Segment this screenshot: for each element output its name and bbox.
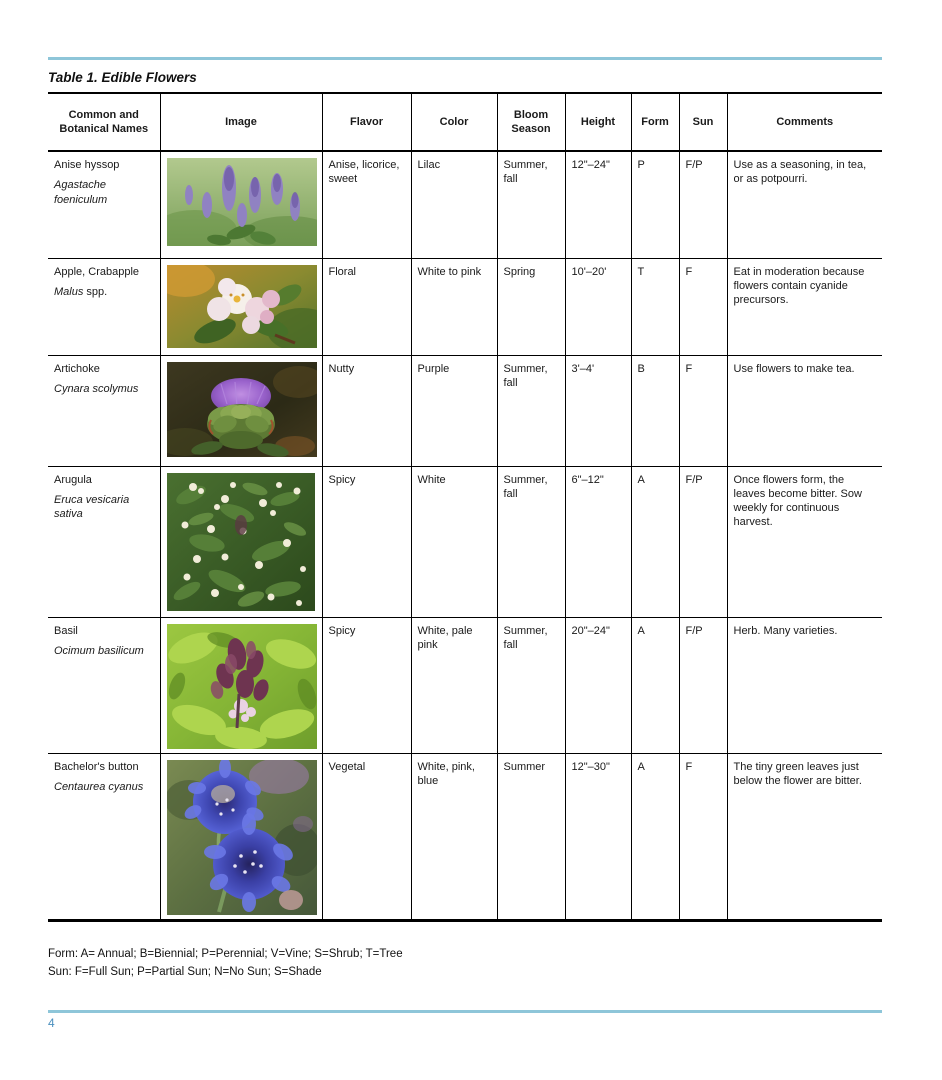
- botanical-name: [54, 644, 154, 658]
- common-name: Anise hyssop: [54, 159, 120, 171]
- cell-height: 12"–24": [565, 151, 631, 258]
- col-header-height: Height: [565, 93, 631, 151]
- flower-image-artichoke: [167, 362, 317, 457]
- cell-color: Lilac: [411, 151, 497, 258]
- col-header-names: Common and Botanical Names: [48, 93, 160, 151]
- cell-bloom-season: Summer, fall: [497, 355, 565, 466]
- cell-color: White, pink, blue: [411, 753, 497, 920]
- cell-flavor: Nutty: [322, 355, 411, 466]
- cell-image: [160, 258, 322, 355]
- cell-comments: The tiny green leaves just below the flower are bitter.: [727, 753, 882, 920]
- col-header-comments: Comments: [727, 93, 882, 151]
- common-name: Artichoke: [54, 362, 100, 375]
- cell-image: [160, 617, 322, 753]
- cell-form: B: [631, 355, 679, 466]
- cell-form: A: [631, 466, 679, 617]
- botanical-italic: Centaurea cyanus: [54, 780, 144, 793]
- cell-comments: Use as a seasoning, in tea, or as potpourri.: [727, 151, 882, 258]
- botanical-italic: Eruca vesicaria sativa: [54, 493, 130, 521]
- cell-image: [160, 151, 322, 258]
- bottom-accent-rule: [48, 1010, 882, 1013]
- flower-image-basil: [167, 624, 317, 749]
- cell-form: T: [631, 258, 679, 355]
- cell-common-botanical: [48, 258, 160, 355]
- table-row-bachelors-button: [48, 753, 882, 920]
- col-header-color: Color: [411, 93, 497, 151]
- cell-color: White to pink: [411, 258, 497, 355]
- cell-comments: Use flowers to make tea.: [727, 355, 882, 466]
- cell-height: 3'–4': [565, 355, 631, 466]
- page-number: 4: [48, 1016, 55, 1030]
- cell-bloom-season: Summer, fall: [497, 151, 565, 258]
- cell-flavor: Spicy: [322, 617, 411, 753]
- cell-comments: Once flowers form, the leaves become bitter. Sow weekly for continuous harvest.: [727, 466, 882, 617]
- table-row-anise-hyssop: [48, 151, 882, 258]
- cell-sun: F/P: [679, 617, 727, 753]
- top-accent-rule: [48, 57, 882, 60]
- cell-bloom-season: Spring: [497, 258, 565, 355]
- cell-common-botanical: [48, 617, 160, 753]
- table-row-basil: [48, 617, 882, 753]
- cell-comments: Herb. Many varieties.: [727, 617, 882, 753]
- edible-flowers-table: [48, 92, 882, 922]
- common-name: Apple, Crabapple: [54, 265, 140, 278]
- cell-sun: F: [679, 355, 727, 466]
- botanical-italic: Cynara scolymus: [54, 382, 139, 395]
- common-name: Bachelor's button: [54, 760, 139, 773]
- col-header-flavor: Flavor: [322, 93, 411, 151]
- cell-sun: F/P: [679, 466, 727, 617]
- flower-image-arugula: [167, 473, 315, 611]
- cell-comments: Eat in moderation because flowers contain cyanide precursors.: [727, 258, 882, 355]
- header-row: [48, 93, 882, 151]
- cell-form: A: [631, 753, 679, 920]
- legend-form: Form: A= Annual; B=Biennial; P=Perennial; V=Vine; S=Shrub; T=Tree: [48, 948, 403, 960]
- table-row-artichoke: [48, 355, 882, 466]
- cell-image: [160, 753, 322, 920]
- table-row-arugula: [48, 466, 882, 617]
- cell-common-botanical: [48, 753, 160, 920]
- cell-bloom-season: Summer, fall: [497, 466, 565, 617]
- cell-color: Purple: [411, 355, 497, 466]
- cell-common-botanical: [48, 466, 160, 617]
- table-row-apple-crabapple: [48, 258, 882, 355]
- botanical-italic: Agastache foeniculum: [54, 179, 108, 206]
- cell-flavor: Spicy: [322, 466, 411, 617]
- cell-flavor: Anise, licorice, sweet: [322, 151, 411, 258]
- cell-sun: F/P: [679, 151, 727, 258]
- botanical-name: [54, 382, 154, 396]
- col-header-image: Image: [160, 93, 322, 151]
- cell-flavor: Floral: [322, 258, 411, 355]
- cell-common-botanical: [48, 355, 160, 466]
- cell-height: 12"–30": [565, 753, 631, 920]
- col-header-bloom-season: Bloom Season: [497, 93, 565, 151]
- cell-bloom-season: Summer, fall: [497, 617, 565, 753]
- cell-common-botanical: [48, 151, 160, 258]
- flower-image-apple-blossom: [167, 265, 317, 348]
- legend-sun: Sun: F=Full Sun; P=Partial Sun; N=No Sun; S=Shade: [48, 965, 322, 978]
- col-header-form: Form: [631, 93, 679, 151]
- cell-color: White, pale pink: [411, 617, 497, 753]
- cell-sun: F: [679, 258, 727, 355]
- cell-form: A: [631, 617, 679, 753]
- cell-image: [160, 355, 322, 466]
- table-legend: [48, 946, 403, 982]
- common-name: Arugula: [54, 473, 92, 486]
- botanical-suffix: spp.: [83, 285, 108, 298]
- botanical-name: [54, 285, 154, 299]
- botanical-italic: Ocimum basilicum: [54, 644, 144, 657]
- flower-image-anise-hyssop: [167, 158, 317, 246]
- cell-bloom-season: Summer: [497, 753, 565, 920]
- col-header-sun: Sun: [679, 93, 727, 151]
- cell-height: 10'–20': [565, 258, 631, 355]
- flower-image-bachelors-button: [167, 760, 317, 915]
- botanical-name: [54, 493, 154, 522]
- common-name: Basil: [54, 624, 78, 637]
- botanical-name: [54, 780, 154, 794]
- cell-image: [160, 466, 322, 617]
- cell-flavor: Vegetal: [322, 753, 411, 920]
- cell-height: 20"–24": [565, 617, 631, 753]
- table-title: Table 1. Edible Flowers: [48, 70, 197, 85]
- cell-color: White: [411, 466, 497, 617]
- botanical-italic: Malus: [54, 285, 84, 298]
- cell-form: P: [631, 151, 679, 258]
- botanical-name: [54, 178, 154, 207]
- cell-height: 6"–12": [565, 466, 631, 617]
- cell-sun: F: [679, 753, 727, 920]
